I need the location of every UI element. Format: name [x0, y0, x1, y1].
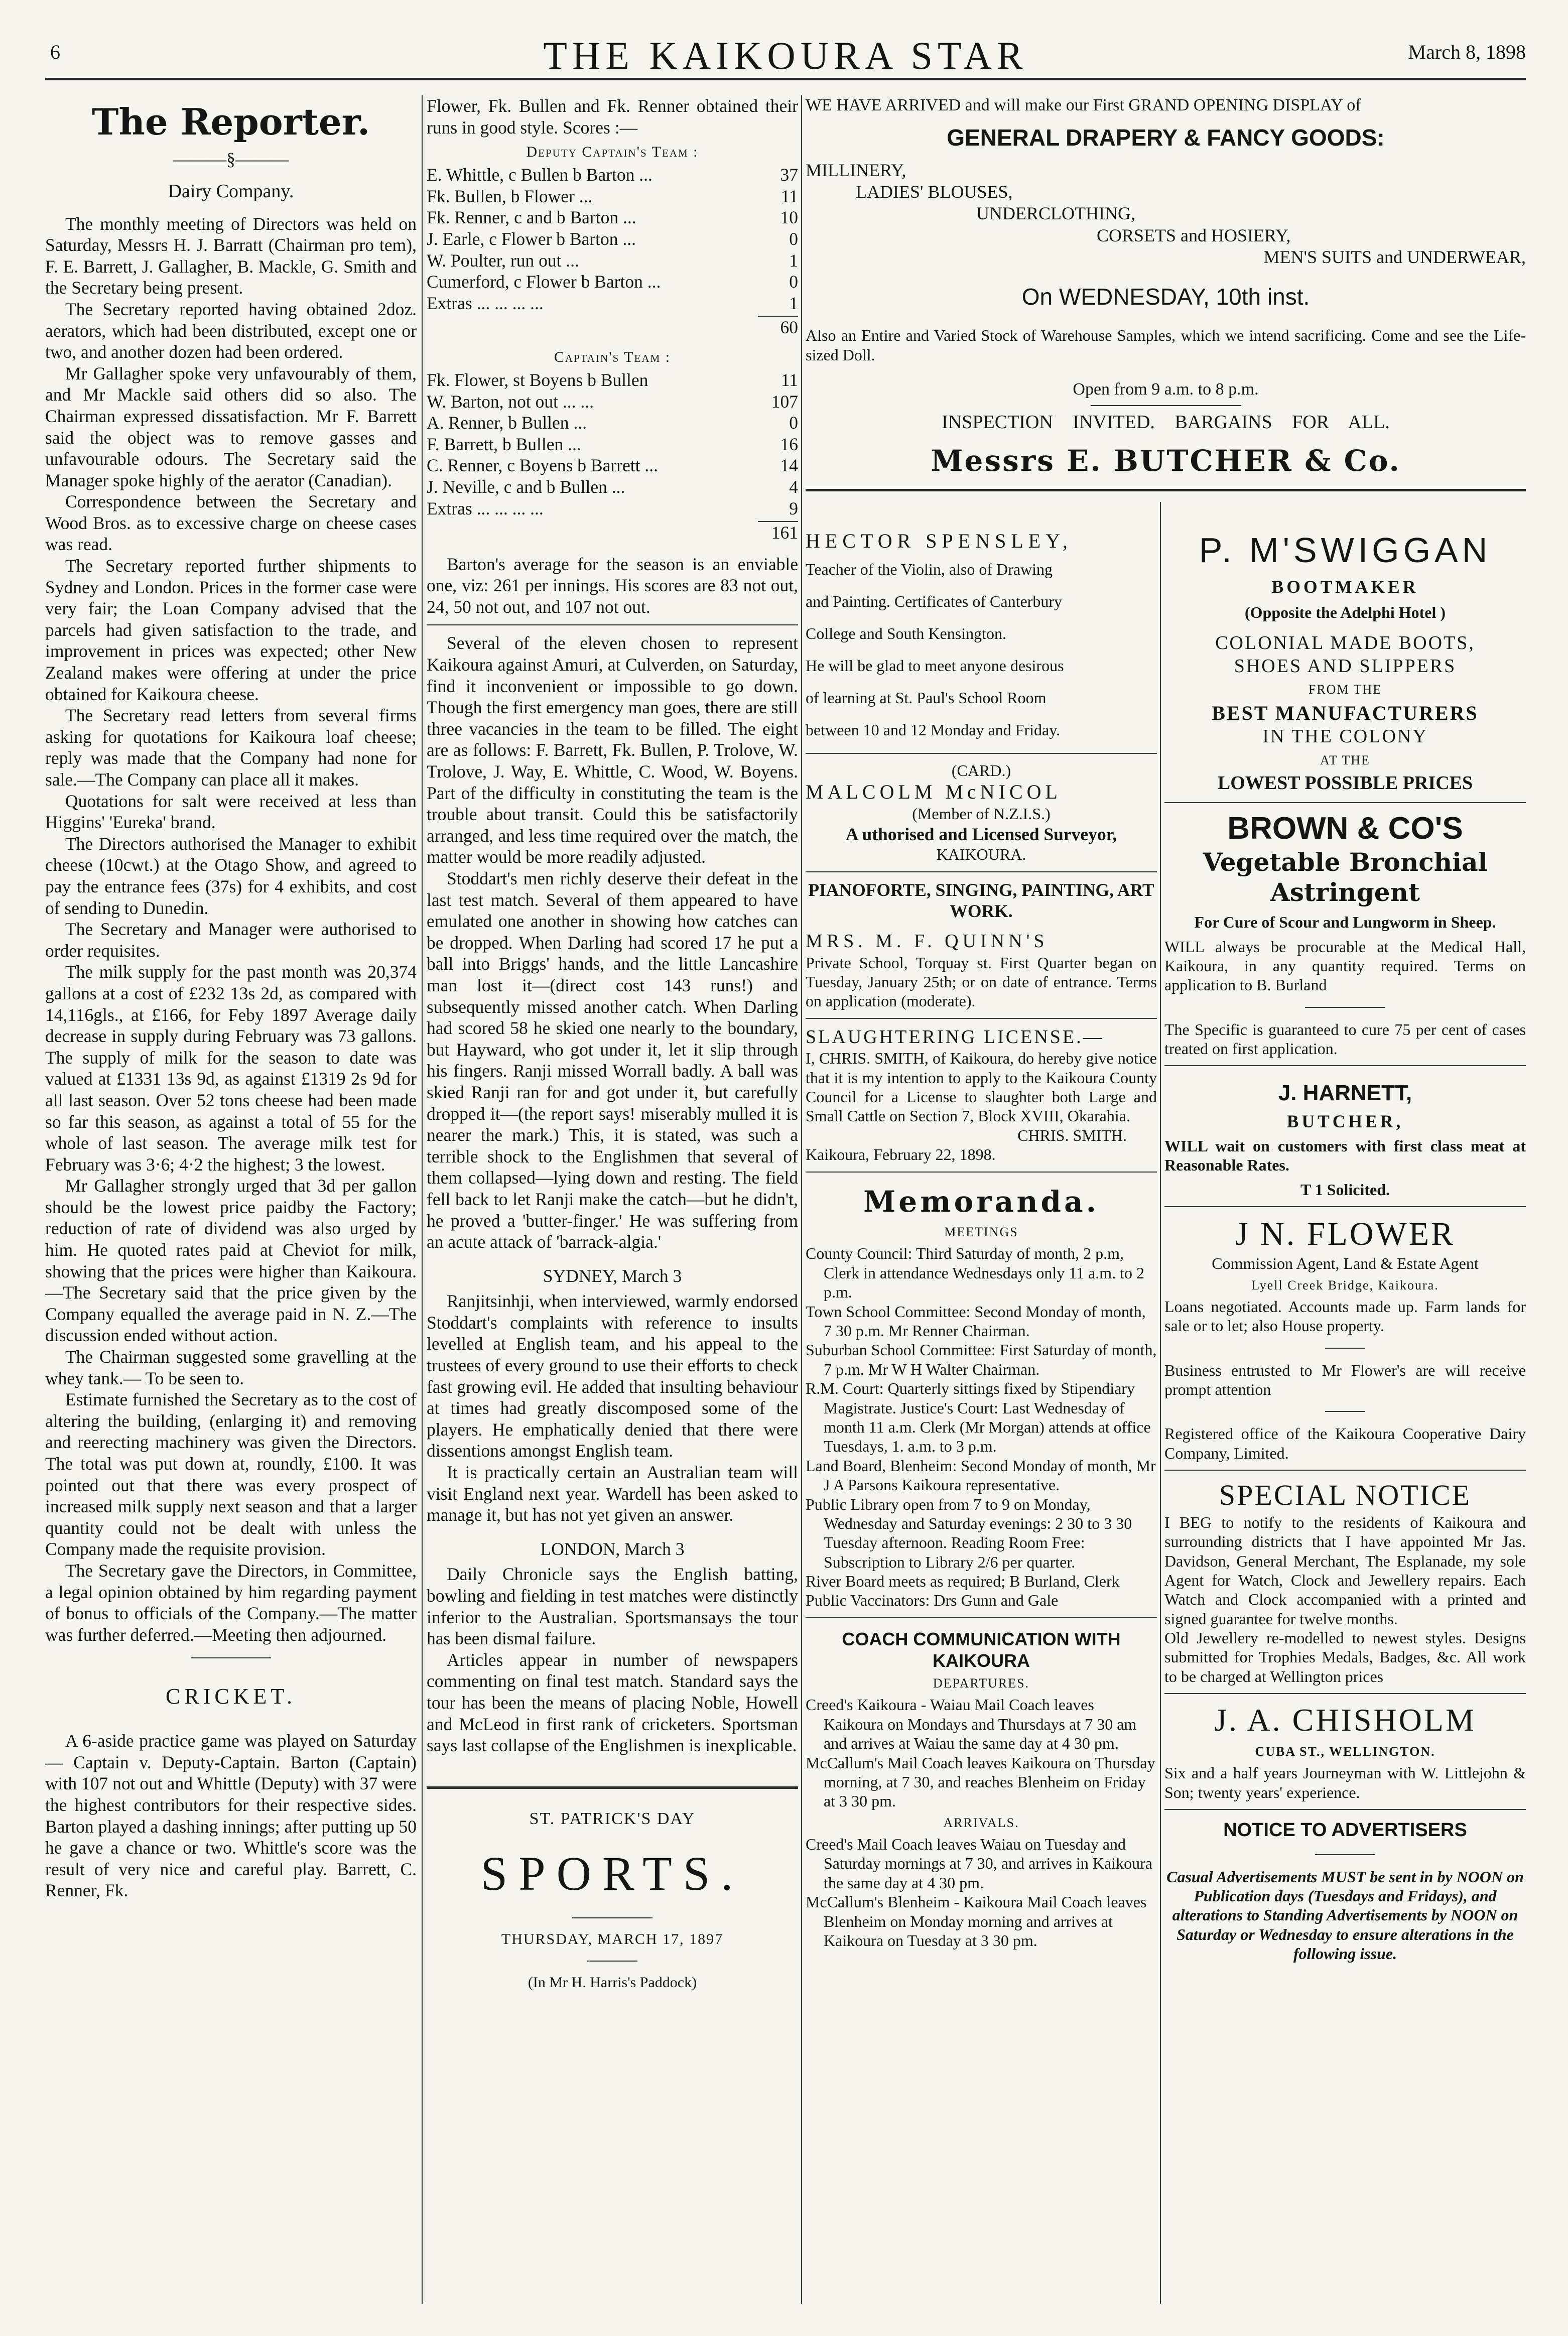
notice-advertisers — [1164, 1810, 1526, 1964]
paragraph: McCallum's Mail Coach leaves Kaikoura on Thursday morning, at 7 30, and reaches Blenheim on Friday at 3 30 pm. — [806, 1753, 1155, 1810]
advert-line: UNDERCLOTHING, — [976, 203, 1135, 224]
advert-mswiggan — [1164, 522, 1526, 803]
notice-text: I, CHRIS. SMITH, of Kaikoura, do hereby give notice that it is my intention to apply to the Kaikoura County Council for a License to slaughter both Large and Small Cattle on Section 7, Block XVIII, Okarahia. — [806, 1049, 1157, 1125]
scorecard — [427, 164, 798, 314]
article-body — [427, 1290, 798, 1526]
paragraph: Public Vaccinators: Drs Gunn and Gale — [806, 1591, 1059, 1610]
advert-line: between 10 and 12 Monday and Friday. — [806, 721, 1061, 739]
article-body — [427, 632, 798, 1252]
advert-text: Loans negotiated. Accounts made up. Farm lands for sale or to let; also House property. — [1164, 1297, 1526, 1335]
memoranda — [806, 1173, 1157, 1618]
column-rule — [801, 95, 802, 2304]
column-rule — [1160, 502, 1161, 2304]
advert-line: BOOTMAKER — [1271, 577, 1419, 597]
arrivals-heading: ARRIVALS. — [943, 1815, 1019, 1830]
paragraph: The Secretary reported further shipments to Sydney and London. Prices in the former case were very fair; the Loan Company advised that the parcels had given satisfaction to the trade, and improvement in prices was expected; other New Zealand makes were offering at under the price obtained for Kaikoura cheese. — [45, 556, 417, 704]
advert-line: KAIKOURA. — [936, 845, 1026, 864]
newspaper-title: THE KAIKOURA STAR — [543, 34, 1028, 77]
advert-line: CORSETS and HOSIERY, — [1097, 225, 1291, 245]
issue-date: March 8, 1898 — [1408, 41, 1526, 63]
dateline: SYDNEY, March 3 — [543, 1265, 682, 1286]
paragraph: Ranjitsinhji, when interviewed, warmly endorsed Stoddart's complaints with reference to insults levelled at English team, and his appeal to the trustees of every ground to use their efforts to check fast growing evil. He added that insulting behaviour at times had greatly discomposed some of the players. He emphatically denied that there were dissentions amongst English team. — [427, 1291, 798, 1461]
paragraph: Land Board, Blenheim: Second Monday of month, Mr J A Parsons Kaikoura representative. — [806, 1456, 1156, 1494]
paragraph: R.M. Court: Quarterly sittings fixed by Stipendiary Magistrate. Justice's Court: Last Wednesday of month 11 a.m. Clerk (Mr Morgan) attends at office Tuesdays, 1. a.m. to 3 p.m. — [806, 1379, 1151, 1456]
advert-line: For Cure of Scour and Lungworm in Sheep. — [1194, 913, 1496, 932]
advert-line: SHOES AND SLIPPERS — [1234, 655, 1457, 677]
advertiser-name: BROWN & CO'S — [1227, 811, 1463, 846]
advert-flower — [1164, 1207, 1526, 1471]
batsman: Fk. Renner, c and b Barton ... — [427, 207, 636, 228]
batsman: A. Renner, b Bullen ... — [427, 413, 587, 433]
advert-line: AT THE — [1320, 752, 1370, 767]
section-title: The Reporter. — [91, 100, 370, 143]
advert-line: Teacher of the Violin, also of Drawing — [806, 560, 1053, 578]
batsman: Extras ... ... ... ... — [427, 293, 544, 313]
notice-text: I BEG to notify to the residents of Kaikoura and surrounding districts that I have appointed Mr Jas. Davidson, General Merchant, The Esplanade, my sole Agent for Watch, Clock and Jewellery repairs. Each Watch and Clock accompanied with a printed and signed guarantee for twelve months. — [1164, 1513, 1526, 1628]
advert-firm: Messrs E. BUTCHER & Co. — [931, 444, 1401, 478]
divider — [572, 1917, 652, 1918]
runs: 9 — [789, 498, 798, 518]
advert-line: A uthorised and Licensed Surveyor, — [845, 824, 1117, 844]
paragraph: Creed's Kaikoura - Waiau Mail Coach leaves Kaikoura on Mondays and Thursdays at 7 30 am and arrives at Waiau the same day at 4 30 pm. — [806, 1696, 1137, 1753]
advert-line: MEN'S SUITS and UNDERWEAR, — [1263, 246, 1526, 267]
paragraph: County Council: Third Saturday of month, 2 p.m, Clerk in attendance Wednesdays only 11 a.m. to 2 p.m. — [806, 1244, 1145, 1302]
article-heading-cricket: CRICKET. — [166, 1684, 296, 1709]
advert-line: LADIES' BLOUSES, — [856, 182, 1013, 202]
batsman: Extras ... ... ... ... — [427, 498, 544, 518]
runs: 107 — [771, 391, 798, 412]
advert-line: Commission Agent, Land & Estate Agent — [1212, 1254, 1479, 1273]
score-row — [427, 207, 798, 228]
batsman: Cumerford, c Flower b Barton ... — [427, 272, 661, 292]
memoranda-sub: MEETINGS — [944, 1225, 1018, 1240]
paragraph: Mr Gallagher spoke very unfavourably of them, and Mr Mackle said others did so also. The Chairman expressed dissatisfaction. Mr F. Barrett said the object was to remove gasses and unfavourable odours. The Secretary said the Manager spoke highly of the aerator (Canadian). — [45, 363, 417, 490]
advert-line: (Member of N.Z.I.S.) — [912, 805, 1051, 823]
advert-line: LOWEST POSSIBLE PRICES — [1217, 772, 1473, 794]
score-row — [427, 271, 798, 293]
advert-line: MILLINERY, — [806, 160, 906, 180]
paragraph: The Directors authorised the Manager to exhibit cheese (10cwt.) at the Otago Show, and agreed to pay the entrance fees (37s) for 4 exhibits, and cost of sending to Dunedin. — [45, 833, 417, 918]
paragraph: McCallum's Blenheim - Kaikoura Mail Coach leaves Blenheim on Monday morning and arrives at Kaikoura on Tuesday at 3 30 pm. — [806, 1893, 1147, 1950]
paragraph: Public Library open from 7 to 9 on Monday, Wednesday and Saturday evenings: 2 30 to 3 30 Tuesday afternoon. Reading Room Free: Subscription to Library 2/6 per quarter. — [806, 1495, 1132, 1571]
advert-line: College and South Kensington. — [806, 624, 1006, 642]
score-row — [427, 412, 798, 434]
article-body — [45, 213, 417, 1646]
product-name: Vegetable Bronchial Astringent — [1203, 847, 1488, 907]
paragraph: Suburban School Committee: First Saturday of month, 7 p.m. Mr W H Walter Chairman. — [806, 1341, 1157, 1378]
team-heading: Deputy Captain's Team : — [526, 144, 699, 161]
score-row — [427, 293, 798, 314]
sports-heading: ST. PATRICK'S DAY — [529, 1809, 696, 1828]
team-total: 161 — [758, 521, 798, 544]
paragraph: A 6-aside practice game was played on Saturday — Captain v. Deputy-Captain. Barton (Captain) with 107 not out and Whittle (Deputy) with 37 were the highest contributors for their respective sides. Barton played a dashing innings; after putting up 50 he gave a chance or two. Whittle's score was the result of very nice and careful play. Barrett, C. Renner, Fk. — [45, 1731, 417, 1901]
sports-date: THURSDAY, MARCH 17, 1897 — [501, 1930, 724, 1948]
advert-harnett — [1164, 1066, 1526, 1207]
scorecard — [427, 369, 798, 519]
drapery-advert — [806, 95, 1526, 507]
special-notice — [1164, 1471, 1526, 1694]
advert-mcnicol — [806, 754, 1157, 872]
advert-text: Business entrusted to Mr Flower's are will receive prompt attention — [1164, 1361, 1526, 1398]
notice-heading: SPECIAL NOTICE — [1219, 1479, 1472, 1512]
advert-text: WILL always be procurable at the Medical Hall, Kaikoura, in any quantity required. Terms on application to B. Burland — [1164, 937, 1526, 994]
advert-brown — [1164, 803, 1526, 1067]
team-heading: Captain's Team : — [554, 348, 671, 365]
divider — [1315, 1854, 1375, 1855]
runs: 1 — [789, 293, 798, 313]
score-row — [427, 498, 798, 520]
paragraph: Daily Chronicle says the English batting, bowling and fielding in test matches were distinctly inferior to the Australian. Sportsmansays the tour has been dismal failure. — [427, 1564, 798, 1649]
paragraph: River Board meets as required; B Burland, Clerk — [806, 1572, 1120, 1591]
page-number: 6 — [50, 41, 60, 63]
divider — [1325, 1348, 1365, 1349]
advert-text: The Specific is guaranteed to cure 75 per cent of cases treated on first application. — [1164, 1020, 1526, 1058]
advert-text: Private School, Torquay st. First Quarter began on Tuesday, January 25th; or on date of entrance. Terms on application (moderate). — [806, 953, 1157, 1010]
column-cricket-news — [427, 95, 798, 2304]
runs: 16 — [780, 434, 798, 454]
column-reporter — [45, 95, 417, 2304]
batsman: F. Barrett, b Bullen ... — [427, 434, 581, 454]
divider — [1325, 1411, 1365, 1412]
runs: 10 — [780, 207, 798, 228]
paragraph: Estimate furnished the Secretary as to the cost of altering the building, (enlarging it) and removing and reerecting machinery was given the Directors. The total was put down at, roundly, £100. It was pointed out that there was every prospect of increased milk supply next season and that a larger quantity could not be dealt with unless the Company made the requisite provision. — [45, 1389, 417, 1560]
paragraph: The milk supply for the past month was 20,374 gallons at a cost of £232 13s 2d, as compared with 14,116gls., at £166, for Feby 1897 Average daily decrease in supply during February was 73 gallons. The supply of milk for the season to date was valued at £1331 13s 9d, as against £1319 2s 9d for all last season. Over 52 tons cheese had been made so far this season, as against a total of 55 for the whole of last season. The average milk test for February was 3·6; 4·2 the highest; 3 the lowest. — [45, 962, 417, 1175]
advert-line: FROM THE — [1308, 682, 1382, 697]
score-row — [427, 164, 798, 186]
notice-text: Casual Advertisements MUST be sent in by NOON on Publication days (Tuesdays and Fridays), and alterations to Standing Advertisements by NOON on Saturday or Wednesday to ensure alterations in the following issue. — [1166, 1867, 1524, 1963]
advert-quinn — [806, 872, 1157, 1019]
notice-slaughter — [806, 1019, 1157, 1173]
batsman: J. Neville, c and b Bullen ... — [427, 476, 625, 497]
column-notices — [806, 522, 1157, 2304]
advert-line: CUBA ST., WELLINGTON. — [1255, 1744, 1435, 1759]
divider — [1091, 405, 1241, 406]
notice-signature: CHRIS. SMITH. — [1017, 1126, 1127, 1144]
score-row — [427, 455, 798, 476]
paragraph: The Secretary read letters from several firms asking for quotations for Kaikoura loaf cheese; reply was made that the Company had none for sale.—The Company can place all it makes. — [45, 705, 417, 790]
advert-line: and Painting. Certificates of Canterbury — [806, 592, 1062, 610]
divider — [587, 1961, 637, 1962]
score-row — [427, 228, 798, 250]
dateline: LONDON, March 3 — [540, 1538, 685, 1559]
paragraph: Quotations for salt were received at less than Higgins' 'Eureka' brand. — [45, 791, 417, 833]
departures-list — [806, 1695, 1157, 1810]
advert-line: T 1 Solicited. — [1300, 1180, 1390, 1199]
advert-text: Also an Entire and Varied Stock of Warehouse Samples, which we intend sacrificing. Come and see the Life-sized Doll. — [806, 326, 1526, 364]
score-row — [427, 434, 798, 455]
notice-heading: SLAUGHTERING LICENSE.— — [806, 1026, 1104, 1048]
advert-text: Six and a half years Journeyman with W. Littlejohn & Son; twenty years' experience. — [1164, 1764, 1526, 1801]
paragraph: Flower, Fk. Bullen and Fk. Renner obtained their runs in good style. Scores :— — [427, 96, 798, 138]
batsman: Fk. Bullen, b Flower ... — [427, 186, 593, 206]
paragraph: The Secretary and Manager were authorised to order requisites. — [45, 919, 417, 961]
advert-line: (Opposite the Adelphi Hotel ) — [1244, 603, 1446, 621]
advert-spensley — [806, 522, 1157, 754]
runs: 0 — [789, 272, 798, 292]
sports-advert — [427, 1786, 798, 1992]
paragraph: The Secretary reported having obtained 2doz. aerators, which had been distributed, except one or two, and another dozen had been ordered. — [45, 299, 417, 362]
batsman: J. Earle, c Flower b Barton ... — [427, 228, 636, 249]
advert-text: Registered office of the Kaikoura Cooperative Dairy Company, Limited. — [1164, 1424, 1526, 1462]
score-row — [427, 250, 798, 272]
runs: 37 — [780, 165, 798, 185]
paragraph: Articles appear in number of newspapers commenting on final test match. Standard says the tour has been the means of placing Noble, Howell and McLeod in first rank of cricketers. Sportsman says last collapse of the Englishmen is inexplicable. — [427, 1649, 798, 1756]
score-row — [427, 369, 798, 391]
runs: 11 — [780, 186, 798, 206]
advertiser-name: HECTOR SPENSLEY, — [806, 530, 1073, 552]
paragraph: Correspondence between the Secretary and Wood Bros. as to excessive charge on cheese cases was read. — [45, 491, 417, 555]
memoranda-title: Memoranda. — [863, 1184, 1099, 1219]
score-row — [427, 476, 798, 498]
advert-intro: WE HAVE ARRIVED and will make our First GRAND OPENING DISPLAY of — [806, 96, 1361, 114]
paragraph: The Secretary gave the Directors, in Committee, a legal opinion obtained by him regarding payment of bonus to officials of the Company.—The matter was further deferred.—Meeting then adjourned. — [45, 1560, 417, 1645]
paragraph: Mr Gallagher strongly urged that 3d per gallon should be the lowest price paidby the Factory; reduction of rate of dividend was also urged by him. He quoted rates paid at Cheviot for milk, showing that the prices were higher than Kaikoura.—The Secretary said that the price given by the Company equalled the average paid in N. Z.—The discussion ended without action. — [45, 1176, 417, 1346]
advert-chisholm — [1164, 1694, 1526, 1810]
departures-heading: DEPARTURES. — [933, 1676, 1030, 1691]
advertiser-name: J. A. CHISHOLM — [1214, 1702, 1476, 1738]
sports-place: (In Mr H. Harris's Paddock) — [528, 1974, 697, 1991]
batsman: Fk. Flower, st Boyens b Bullen — [427, 369, 648, 390]
advertiser-name: P. M'SWIGGAN — [1199, 531, 1492, 570]
batsman: E. Whittle, c Bullen b Barton ... — [427, 165, 652, 185]
advertiser-name: MALCOLM McNICOL — [806, 781, 1062, 804]
ornament-rule: ———§——— — [173, 149, 289, 170]
coach-title: COACH COMMUNICATION WITH KAIKOURA — [842, 1628, 1121, 1671]
notice-date: Kaikoura, February 22, 1898. — [806, 1145, 996, 1164]
column-adverts — [1164, 522, 1526, 2304]
notice-heading: NOTICE TO ADVERTISERS — [1223, 1820, 1467, 1841]
article-body — [427, 1564, 798, 1756]
team-total: 60 — [758, 316, 798, 338]
paragraph: Several of the eleven chosen to represent Kaikoura against Amuri, at Culverden, on Saturday, find it inconvenient or impossible to go down. Though the first emergency man goes, there are still three vacancies in the team to be filled. The eight are as follows: F. Barrett, Fk. Bullen, P. Trolove, W. Trolove, J. Way, E. Whittle, C. Wood, W. Boyens. Part of the difficulty in constituting the team is the trouble about transit. Could this be satisfactorily arranged, and less time required over the match, the matter would be more readily adjusted. — [427, 633, 798, 867]
score-row — [427, 391, 798, 413]
article-heading: Dairy Company. — [168, 180, 294, 202]
paragraph: Town School Committee: Second Monday of month, 7 30 p.m. Mr Renner Chairman. — [806, 1302, 1146, 1340]
masthead-bar — [45, 30, 1526, 80]
runs: 4 — [789, 476, 798, 497]
batsman: W. Poulter, run out ... — [427, 250, 579, 271]
batsman: W. Barton, not out ... ... — [427, 391, 594, 412]
runs: 11 — [780, 369, 798, 390]
paragraph: The Chairman suggested some gravelling at the whey tank.— To be seen to. — [45, 1347, 417, 1388]
score-row — [427, 186, 798, 207]
runs: 0 — [789, 413, 798, 433]
runs: 0 — [789, 228, 798, 249]
advert-line: IN THE COLONY — [1262, 726, 1428, 747]
advert-hours: Open from 9 a.m. to 8 p.m. — [1073, 379, 1259, 399]
advert-invite: INSPECTION INVITED. BARGAINS FOR ALL. — [942, 411, 1390, 433]
sports-title: SPORTS. — [480, 1846, 744, 1900]
advert-text: WILL wait on customers with first class meat at Reasonable Rates. — [1164, 1136, 1526, 1175]
divider — [1305, 1007, 1385, 1008]
runs: 1 — [789, 250, 798, 271]
paragraph: Barton's average for the season is an enviable one, viz: 261 per innings. His scores are 83 not out, 24, 50 not out, and 107 not out. — [427, 554, 798, 617]
divider — [427, 624, 798, 625]
advert-heading: GENERAL DRAPERY & FANCY GOODS: — [947, 124, 1385, 151]
advert-line: of learning at St. Paul's School Room — [806, 689, 1047, 707]
paragraph: Creed's Mail Coach leaves Waiau on Tuesday and Saturday mornings at 7 30, and arrives in Kaikoura the same day at 4 30 pm. — [806, 1835, 1152, 1892]
advert-line: COLONIAL MADE BOOTS, — [1215, 632, 1475, 654]
advert-line: BEST MANUFACTURERS — [1212, 702, 1479, 725]
advert-tag: (CARD.) — [951, 761, 1011, 780]
paragraph: Stoddart's men richly deserve their defeat in the last test match. Several of them appeared to have emulated one another in showing how catches can be dropped. When Darling had scored 17 he put a ball into Briggs' hands, and the little Lancashire man lost it—(direct cost 143 runs!) and subsequently missed another catch. When Darling had scored 58 he skied one nearly to the boundary, but Hayward, who got under it, let it slip through his fingers. Ranji missed Worrall badly. A ball was skied Ranji ran for and got under it, but carefully dropped it—(the report says! miserably mulled it is nearer the mark.) This, it is stated, was such a terrible shock to the Englishmen that several of them collapsed—lying down and resting. The field fell back to let Ranji make the catch—but he didn't, he proved a 'butter-finger.' He was suffering from an acute attack of 'barrack-algia.' — [427, 868, 798, 1252]
paragraph: It is practically certain an Australian team will visit England next year. Wardell has been asked to manage it, but has not yet given an answer. — [427, 1462, 798, 1525]
notice-text: Old Jewellery re-modelled to newest styles. Designs submitted for Trophies Medals, Badges, &c. All work to be charged at Wellington prices — [1164, 1629, 1526, 1685]
coach-timetable — [806, 1618, 1157, 1950]
advert-heading: PIANOFORTE, SINGING, PAINTING, ART WORK. — [808, 879, 1154, 922]
arrivals-list — [806, 1835, 1157, 1950]
divider — [806, 489, 1526, 491]
divider — [191, 1657, 271, 1658]
batsman: C. Renner, c Boyens b Barrett ... — [427, 455, 658, 476]
advert-line: BUTCHER, — [1286, 1111, 1404, 1132]
memoranda-list — [806, 1244, 1157, 1610]
advertiser-name: MRS. M. F. QUINN'S — [806, 930, 1049, 952]
advert-line: He will be glad to meet anyone desirous — [806, 657, 1064, 675]
runs: 14 — [780, 455, 798, 476]
advertiser-name: J N. FLOWER — [1235, 1216, 1456, 1253]
advertiser-name: J. HARNETT, — [1278, 1081, 1412, 1106]
column-rule — [422, 95, 423, 2304]
paragraph: The monthly meeting of Directors was held on Saturday, Messrs H. J. Barratt (Chairman pro tem), F. E. Barrett, J. Gallagher, B. Mackle, G. Smith and the Secretary being present. — [45, 213, 417, 298]
advert-line: Lyell Creek Bridge, Kaikoura. — [1251, 1277, 1439, 1292]
advert-date: On WEDNESDAY, 10th inst. — [1021, 283, 1310, 310]
